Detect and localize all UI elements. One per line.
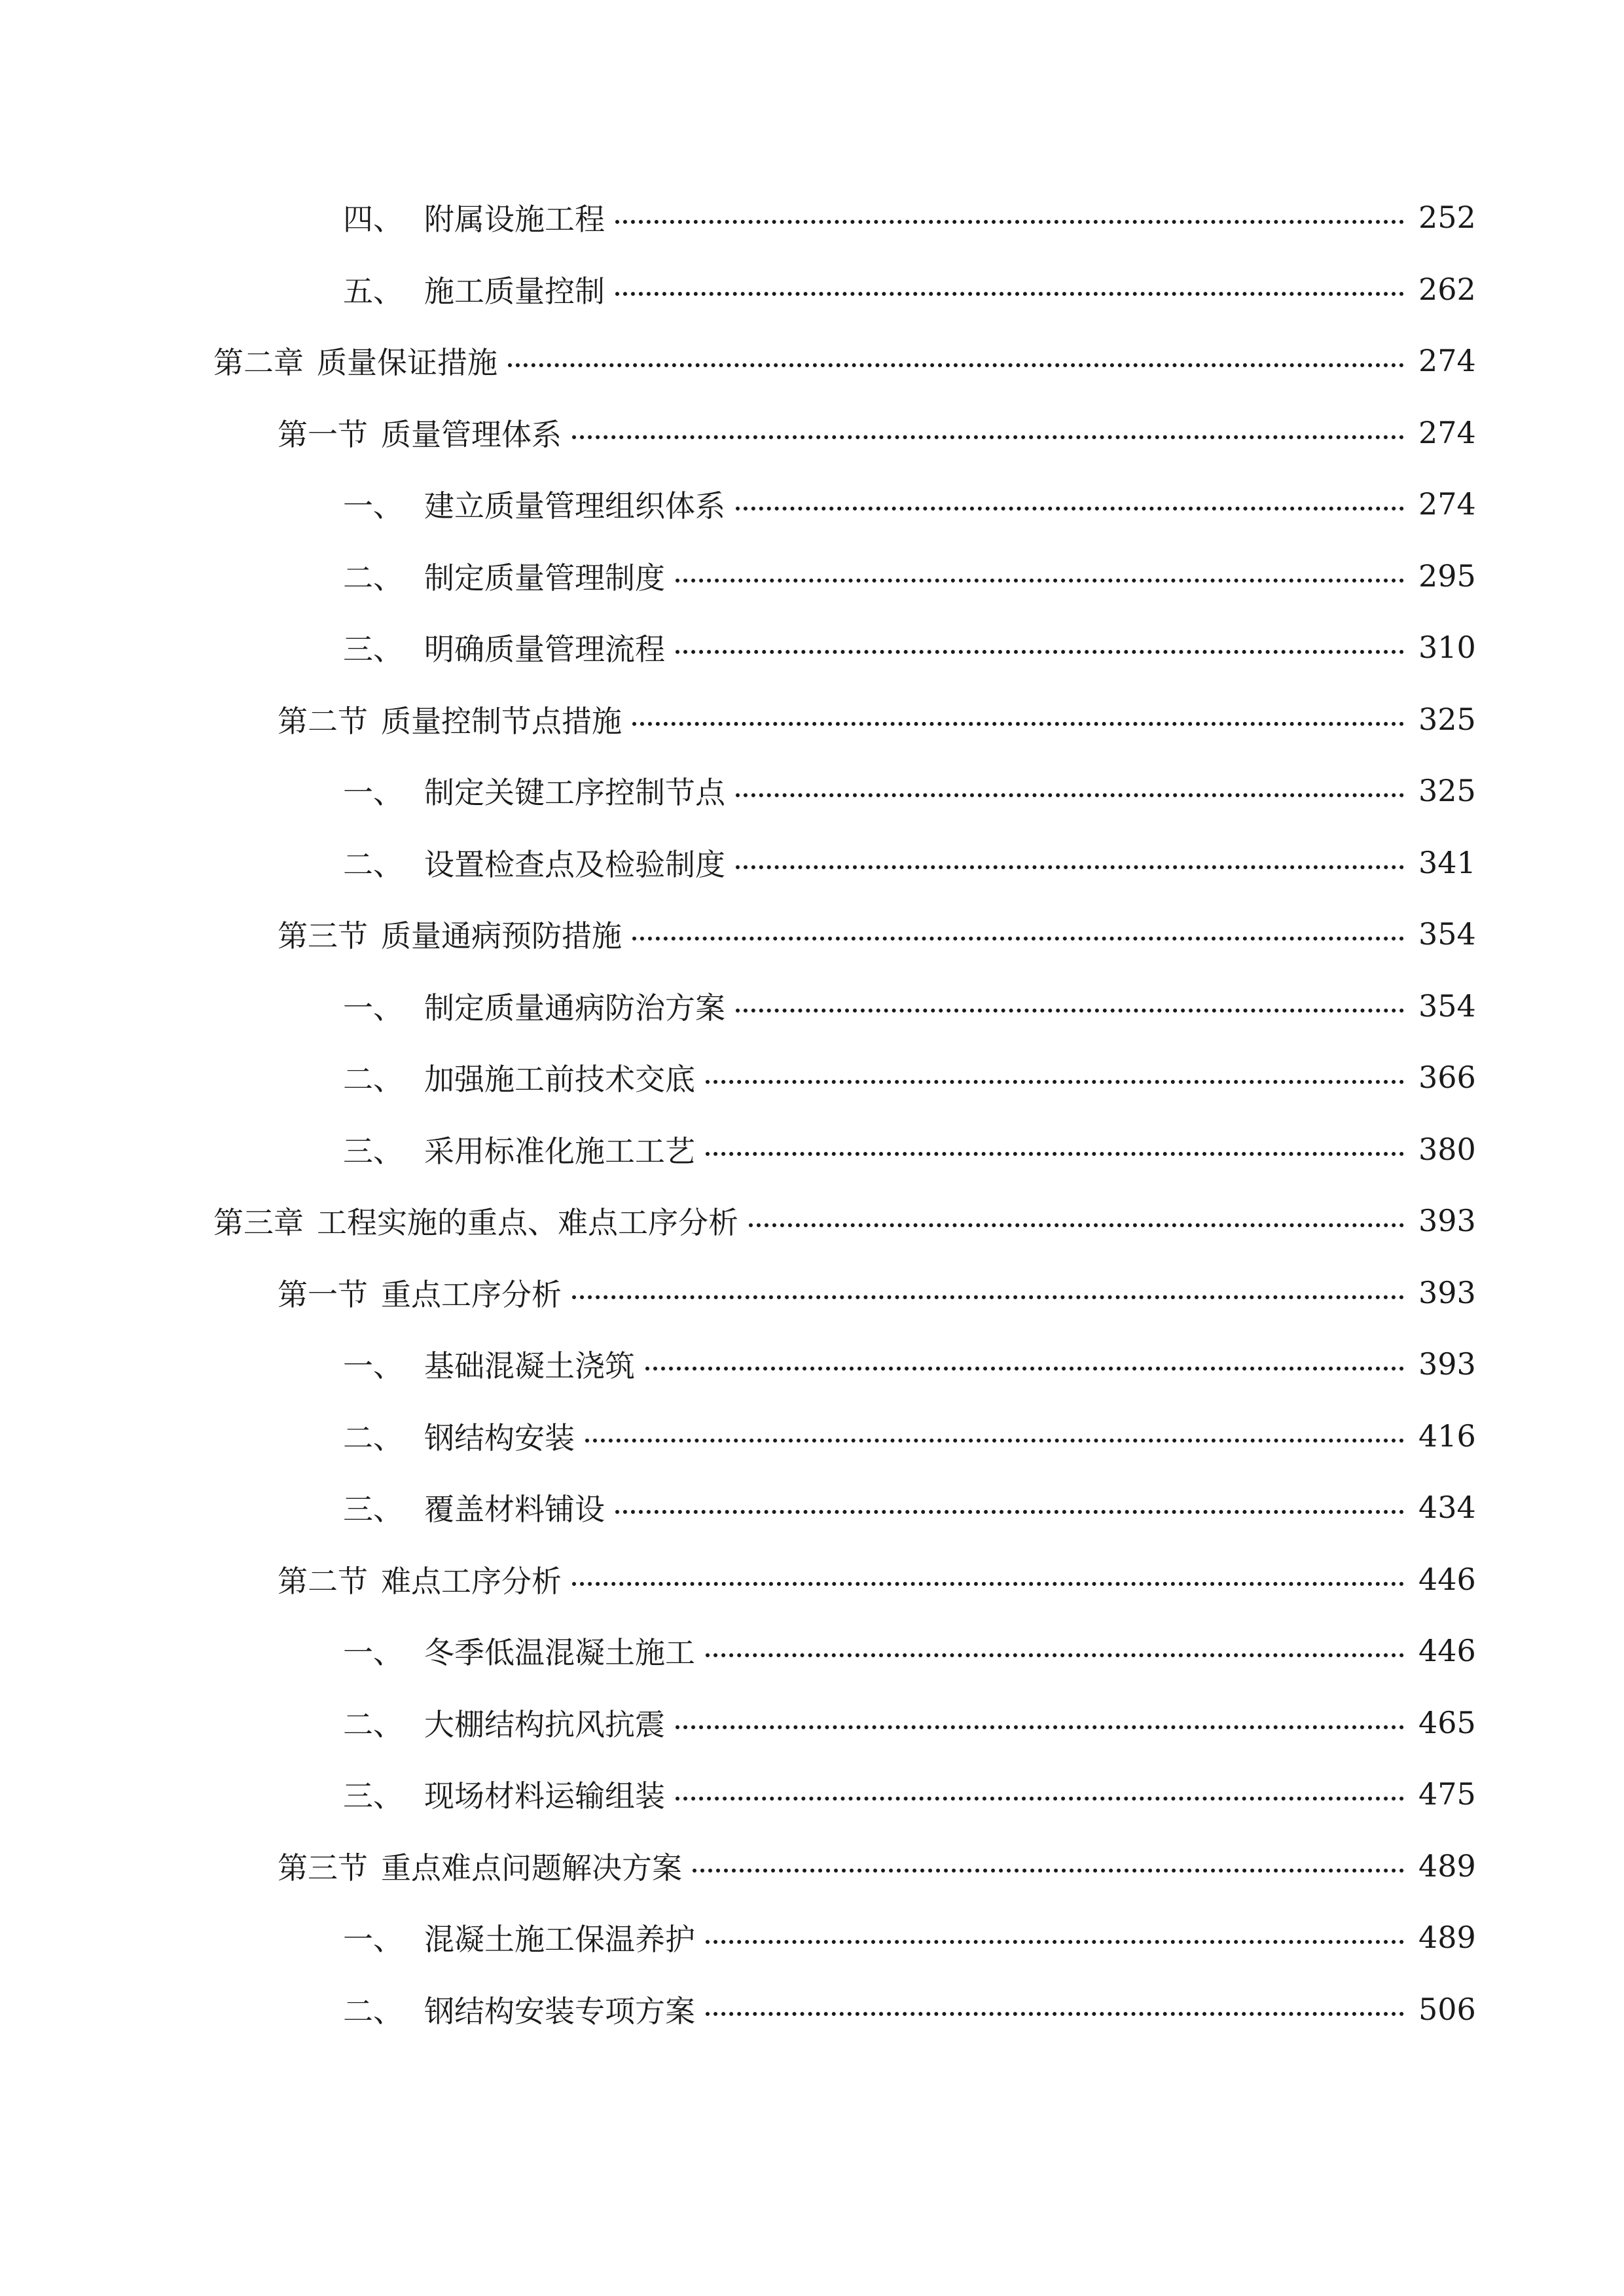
dot-leader (632, 722, 1404, 726)
toc-entry-number: 一、 (343, 1922, 403, 1957)
toc-entry-number: 第一节 (278, 1276, 368, 1312)
dot-leader (706, 2012, 1404, 2016)
dot-leader (706, 1940, 1404, 1944)
toc-entry-number: 第二节 (278, 703, 368, 739)
toc-entry-item (343, 1624, 1476, 1677)
toc-entry-number: 一、 (343, 1348, 403, 1384)
toc-entry-title: 明确质量管理流程 (424, 632, 665, 667)
toc-entry-page-number: 354 (1418, 988, 1476, 1024)
toc-entry-page-number: 446 (1418, 1561, 1476, 1597)
toc-entry-page-number: 393 (1418, 1203, 1476, 1238)
dot-leader (508, 363, 1404, 367)
toc-entry-title: 附属设施工程 (424, 202, 605, 237)
toc-entry-page-number: 310 (1418, 630, 1476, 665)
toc-entry-page-number: 354 (1418, 916, 1476, 952)
toc-entry-title: 采用标准化施工工艺 (424, 1133, 695, 1169)
dot-leader (572, 1582, 1404, 1586)
dot-leader (676, 1725, 1404, 1729)
toc-entry-page-number: 366 (1418, 1060, 1476, 1095)
toc-entry-item (343, 980, 1476, 1032)
dot-leader (693, 1869, 1404, 1873)
toc-entry-title: 工程实施的重点、难点工序分析 (317, 1205, 738, 1240)
toc-entry-item (343, 478, 1476, 530)
toc-entry-title: 建立质量管理组织体系 (424, 488, 725, 524)
toc-entry-item (343, 1338, 1476, 1390)
toc-entry-page-number: 393 (1418, 1274, 1476, 1310)
toc-entry-number: 二、 (343, 1993, 403, 2029)
toc-entry-item (343, 1911, 1476, 1964)
toc-entry-item (343, 1123, 1476, 1175)
toc-entry-section (278, 1266, 1476, 1319)
toc-entry-number: 四、 (343, 202, 403, 237)
toc-entry-section (278, 908, 1476, 960)
toc-entry-title: 重点难点问题解决方案 (381, 1850, 682, 1886)
toc-entry-item (343, 191, 1476, 243)
toc-entry-page-number: 489 (1418, 1920, 1476, 1955)
toc-entry-number: 三、 (343, 1133, 403, 1169)
dot-leader (572, 1295, 1404, 1299)
toc-entry-number: 三、 (343, 1492, 403, 1527)
toc-entry-title: 质量保证措施 (317, 345, 497, 380)
toc-entry-title: 覆盖材料铺设 (424, 1492, 605, 1527)
toc-entry-page-number: 416 (1418, 1418, 1476, 1454)
dot-leader (706, 1653, 1404, 1657)
toc-entry-number: 第一节 (278, 416, 368, 452)
toc-entry-page-number: 506 (1418, 1991, 1476, 2027)
toc-entry-title: 设置检查点及检验制度 (424, 846, 725, 882)
toc-entry-page-number: 295 (1418, 558, 1476, 594)
toc-entry-number: 三、 (343, 632, 403, 667)
dot-leader (706, 1080, 1404, 1084)
toc-entry-item (343, 1481, 1476, 1534)
toc-entry-page-number: 434 (1418, 1490, 1476, 1525)
toc-entry-page-number: 489 (1418, 1848, 1476, 1884)
toc-entry-page-number: 475 (1418, 1776, 1476, 1812)
toc-entry-item (343, 1768, 1476, 1820)
dot-leader (676, 1797, 1404, 1801)
toc-entry-title: 混凝土施工保温养护 (424, 1922, 695, 1957)
toc-entry-title: 大棚结构抗风抗震 (424, 1706, 665, 1742)
toc-entry-number: 二、 (343, 560, 403, 596)
toc-entry-item (343, 1696, 1476, 1749)
dot-leader (736, 1009, 1404, 1013)
toc-entry-number: 第三节 (278, 918, 368, 954)
toc-entry-item (343, 1051, 1476, 1103)
dot-leader (676, 650, 1404, 654)
dot-leader (572, 435, 1404, 439)
toc-entry-page-number: 393 (1418, 1346, 1476, 1382)
toc-entry-title: 质量通病预防措施 (381, 918, 622, 954)
dot-leader (632, 937, 1404, 941)
toc-entry-section (278, 1553, 1476, 1605)
toc-entry-title: 钢结构安装 (424, 1420, 575, 1456)
dot-leader (736, 865, 1404, 869)
toc-entry-title: 制定关键工序控制节点 (424, 775, 725, 810)
toc-entry-section (278, 693, 1476, 745)
toc-entry-title: 制定质量通病防治方案 (424, 990, 725, 1026)
toc-entry-page-number: 274 (1418, 414, 1476, 450)
toc-entry-number: 一、 (343, 990, 403, 1026)
toc-entry-number: 第二章 (213, 345, 304, 380)
toc-entry-page-number: 262 (1418, 271, 1476, 307)
toc-entry-number: 二、 (343, 1062, 403, 1097)
dot-leader (736, 507, 1404, 511)
toc-entry-page-number: 341 (1418, 844, 1476, 880)
toc-entry-chapter (213, 334, 1476, 387)
toc-entry-page-number: 380 (1418, 1131, 1476, 1167)
dot-leader (706, 1152, 1404, 1156)
toc-entry-page-number: 446 (1418, 1633, 1476, 1668)
dot-leader (615, 220, 1404, 224)
dot-leader (645, 1367, 1404, 1371)
toc-entry-title: 钢结构安装专项方案 (424, 1993, 695, 2029)
toc-entry-page-number: 325 (1418, 773, 1476, 808)
toc-entry-title: 基础混凝土浇筑 (424, 1348, 635, 1384)
toc-entry-item (343, 1410, 1476, 1462)
toc-entry-title: 质量控制节点措施 (381, 703, 622, 739)
toc-entry-chapter (213, 1194, 1476, 1247)
toc-entry-number: 五、 (343, 273, 403, 309)
toc-entry-number: 一、 (343, 775, 403, 810)
toc-entry-item (343, 1983, 1476, 2036)
toc-entry-number: 二、 (343, 1420, 403, 1456)
toc-entry-number: 一、 (343, 488, 403, 524)
toc-entry-title: 现场材料运输组装 (424, 1778, 665, 1814)
dot-leader (736, 793, 1404, 797)
dot-leader (615, 292, 1404, 296)
toc-entry-title: 加强施工前技术交底 (424, 1062, 695, 1097)
toc-entry-section (278, 1840, 1476, 1892)
toc-entry-page-number: 274 (1418, 486, 1476, 522)
dot-leader (749, 1223, 1404, 1227)
toc-entry-number: 二、 (343, 1706, 403, 1742)
toc-entry-item (343, 263, 1476, 315)
toc-entry-number: 一、 (343, 1635, 403, 1670)
toc-entry-item (343, 550, 1476, 602)
toc-entry-page-number: 325 (1418, 701, 1476, 737)
toc-entry-number: 第三章 (213, 1205, 304, 1240)
toc-entry-number: 第三节 (278, 1850, 368, 1886)
toc-entry-item (343, 621, 1476, 673)
toc-entry-page-number: 274 (1418, 343, 1476, 378)
toc-entry-number: 二、 (343, 846, 403, 882)
toc-entry-section (278, 406, 1476, 459)
toc-entry-title: 难点工序分析 (381, 1563, 562, 1599)
dot-leader (585, 1439, 1404, 1443)
toc-entry-number: 三、 (343, 1778, 403, 1814)
toc-entry-item (343, 836, 1476, 889)
dot-leader (676, 579, 1404, 583)
toc-entry-title: 制定质量管理制度 (424, 560, 665, 596)
toc-entry-title: 冬季低温混凝土施工 (424, 1635, 695, 1670)
toc-entry-title: 质量管理体系 (381, 416, 562, 452)
toc-entry-title: 重点工序分析 (381, 1276, 562, 1312)
dot-leader (615, 1510, 1404, 1514)
toc-entry-page-number: 465 (1418, 1704, 1476, 1740)
toc-entry-item (343, 764, 1476, 817)
toc-entry-page-number: 252 (1418, 200, 1476, 235)
toc-entry-title: 施工质量控制 (424, 273, 605, 309)
toc-entry-number: 第二节 (278, 1563, 368, 1599)
